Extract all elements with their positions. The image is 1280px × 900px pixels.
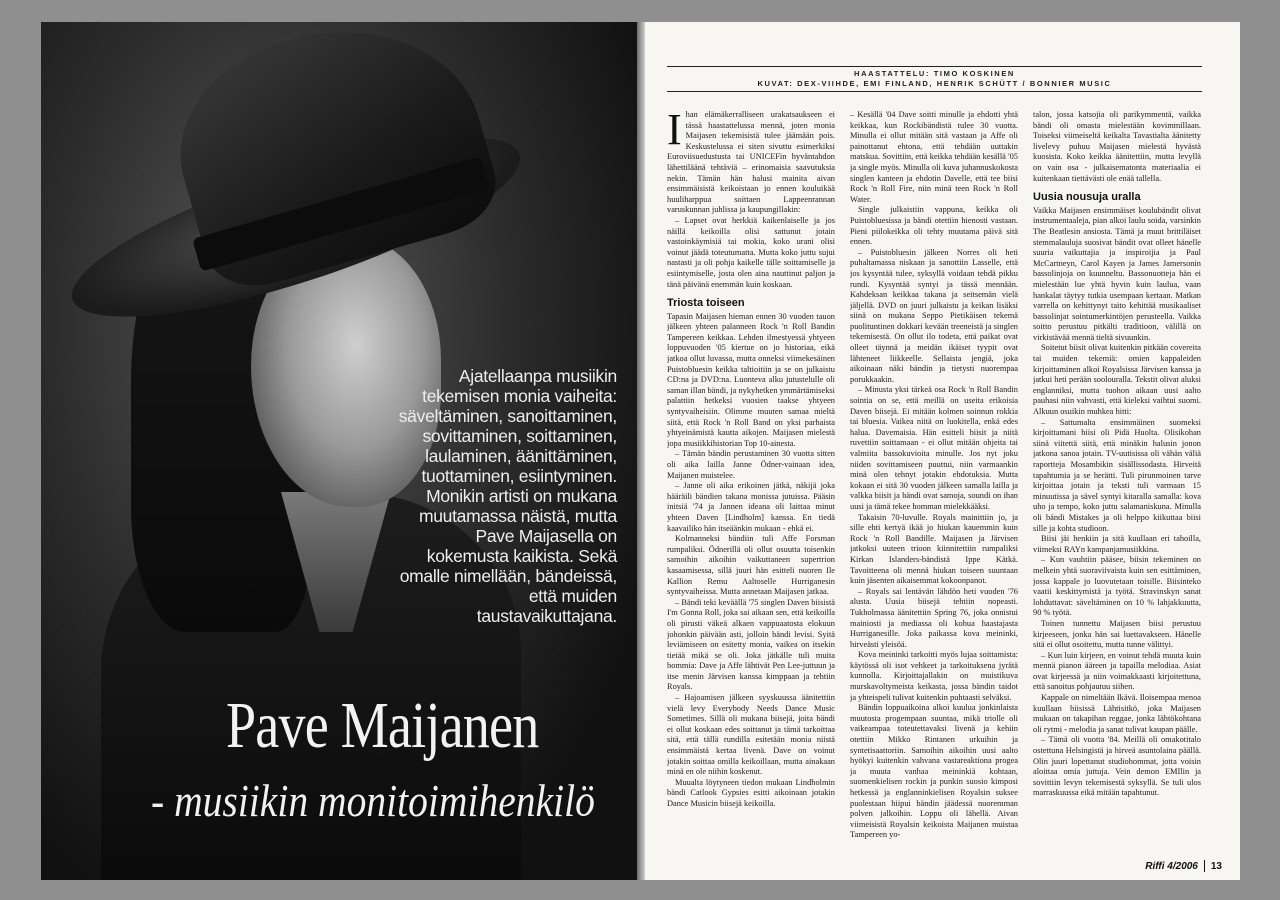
- credits-block: [667, 66, 1202, 92]
- page-number: 13: [1210, 860, 1222, 872]
- right-page-article: [645, 22, 1240, 880]
- article-column-1: [667, 110, 835, 870]
- paragraph: Soitetut biisit olivat kuitenkin pitkään covereita tai muiden tekemiä: omien kappaleiden kirjoittaminen alkoi Royalsissa Järvisen kanssa ja jatkui heti perään soolouralla. Tekstit olivat aluksi englanniksi, mutta tuohon aikaan uusi aalto pauhasi niin vahvasti, että kieleksi vaihtui suomi. Alkuun osuikin muhkea hitti:: [1033, 343, 1201, 417]
- credits-photos: KUVAT: DEX-VIIHDE, EMI FINLAND, HENRIK SCHÜTT / BONNIER MUSIC: [757, 79, 1112, 88]
- quote-line: omalle nimellään, bändeissä,: [399, 566, 617, 586]
- article-subtitle: - musiikin monitoimihenkilö: [151, 775, 595, 826]
- paragraph: Vaikka Maijasen ensimmäiset koulubändit olivat instrumentaaleja, pian alkoi laulu soida, varsinkin The Beatlesin ansiosta. Tämä ja muut brittiläiset stemmalauluja suosivat bändit ovat olleet hänelle suuria vaikuttajia ja inspiroijia ja Paul McCartneyn, Carol Kayen ja James Jamersonin bassolinjoja on kuunneltu. Bassonuotteja hän ei mielestään lue yhtä hyvin kuin laulua, vaan hankalat täytyy tutkia usempaan kertaan. Matkan varrella on kehittynyt taito kehittää musikaaliset bassolinjat sointumerkintöjen perusteella. Vaikka soitto perustuu pitkälti traditioon, välillä on virkistävää mennä tieltä sivuunkin.: [1033, 205, 1201, 342]
- paragraph: – Bändi teki keväällä '75 singlen Daven biisistä I'm Gonna Roll, joka sai aikaan sen, että keikoilla oli pirusti väkeä alkaen vappuaatosta elokuun johonkin päivään asti, jolloin bändi levisi. Syitä leviämiseen on esitetty monia, vaikea on itsekin tietää mikä se oli. Joka jätkälle tuli muita hommia: Dave ja Affe lähtivät Pen Lee-juttuun ja itse menin Järvisen kanssa kimppaan ja tehtiin Royals.: [667, 597, 835, 692]
- page-footer: [1145, 860, 1222, 872]
- paragraph: – Kun luin kirjeen, en voinut tehdä muuta kuin mennä pianon ääreen ja tapailla melodiaa. Asiat ovat kirjeessä ja niin voimakkaasti kirjoitettuna, että sanoitus pohjautuu siihen.: [1033, 650, 1201, 692]
- quote-line: tuottaminen, esiintyminen.: [421, 466, 617, 486]
- quote-line: että muiden: [528, 586, 617, 606]
- paragraph: talon, jossa katsojia oli parikymmentä, vaikka bändi oli omasta mielestään kovimmillaan. Toiseksi viimeiseltä keikalta Tavastialta äänitetty livelevy puhuu Maijasen mielestä hyvästä kuosista. Koko keikka äänitettiin, mutta levyllä on vain osa - julkaisematonta materiaalia ei kuitenkaan tiettävästi ole enää tallella.: [1033, 110, 1201, 183]
- quote-line: Ajatellaanpa musiikin: [458, 366, 617, 386]
- quote-line: Monikin artisti on mukana: [426, 486, 617, 506]
- paragraph: Kova meininki tarkoitti myös lujaa soittamista: käytössä oli isot vehkeet ja tarkoituksena jyrätä kunnolla. Kirjoittajallakin on muistikuva murskavoltymeista keikasta, jossa bändin taidot ja yhteispeli tulivat kuitenkin puhtaasti selväksi.: [850, 650, 1018, 702]
- drop-cap: I: [667, 110, 682, 154]
- quote-line: muutamassa näistä, mutta: [418, 506, 617, 526]
- paragraph: – Sattumalta ensimmäinen suomeksi kirjoittamani biisi oli Pidä Huolta. Olisikohan siinä viitettä siitä, että minäkin halusin jonon jatkona sanoa jotain. TV-uutisissa oli vähän väliä raportteja Mosambikin sisällissodasta. Hirveitä tapahtumia ja se herätti. Tuli pirunmoinen tarve kirjoittaa jotain ja teksti tuli varmaan 15 minuutissa ja sävel syntyi kitaralla samalla: kova uho ja tempo, koko juttu salamaniskuna. Minulla oli bändi Mistakes ja oli helppo kiikuttaa biisi sille ja kohta studioon.: [1033, 417, 1201, 533]
- paragraph: – Tämä oli vuotta '84. Meillä oli omakotitalo ostettuna Helsingistä ja hirveä asuntolaina päällä. Olin juuri lopettanut studiohommat, jotta voisin aloittaa omia juttuja. Vein demon EMIlin ja sovittiin levyn tekemisestä syksyllä. Se tuli ulos marraskuussa eikä mitään tapahtunut.: [1033, 735, 1201, 798]
- paragraph: Biisi jäi henkiin ja sitä kuullaan eri tahoilla, viimeksi RAYn kampanjamusiikkina.: [1033, 534, 1201, 554]
- paragraph: Takaisin 70-luvulle. Royals mainittiin jo, ja sille ehti kertyä ikää jo hiukan kauemmin kuin Rock 'n Roll Bandille. Maijasen ja Järvisen jatkoksi uuteen trioon kiinnitettiin rumpaliksi Kirkan Islanders-bändistä Ippe Kätkä. Tavoitteena oli mennä hiukan toiseen suuntaan kuin jäsenten aikaisemmat kokoonpanot.: [850, 512, 1018, 586]
- quote-line: kokemusta kaikista. Sekä: [426, 546, 617, 566]
- left-page-photo-spread: [41, 22, 637, 880]
- footer-divider: [1204, 860, 1205, 872]
- paragraph: – Puistobluesin jälkeen Norres oli heti puhaltamassa niskaan ja sanottiin Lasselle, että jos kysyntää tulee, syksyllä voidaan tehdä pikku rundi. Kysyntää syntyi ja tässä mennään. Kahdeksan keikkaa takana ja seitsemän vielä jäljellä. DVD on juuri julkaistu ja keikan lisäksi siinä on mukana Seppo Pietikäisen tekemä puolituntinen dokkari kevään treeneistä ja singlen tekemisestä. On ollut ilo todeta, että paikat ovat olleet täynnä ja meidän ikäiset tyypit ovat lähteneet liikkeelle. Sellaista jengiä, joka aikoinaan näki bändin ja tietysti nuorempaa porukkaakin.: [850, 247, 1018, 384]
- quote-line: Pave Maijasella on: [475, 526, 617, 546]
- paragraph: – Tämän bändin perustaminen 30 vuotta sitten oli aika lailla Janne Ödner-vainaan idea, Maijanen muistelee.: [667, 449, 835, 480]
- paragraph: – Kun vauhtiin pääsee, biisin tekeminen on melkein yhtä suoraviivaista kuin sen esittäminen, jossa kappale jo luovutetaan toisille. Biisinteko vaatii keskittymistä ja työtä. Stravinskyn sanat lohduttavat: säveltäminen on 10 % lahjakkuutta, 90 % työtä.: [1033, 555, 1201, 618]
- paragraph: – Kesällä '04 Dave soitti minulle ja ehdotti yhtä keikkaa, kun Rockibändistä tulee 30 vuotta. Minulla ei ollut mitään sitä vastaan ja Affe oli painottanut ehtona, että tehdään uuttakin matskua. Sovittiin, että keikka tehdään kesällä '05 ja single myös. Minulla oli kuva juhannuskokosta singlen kanteen ja ehdotin Davelle, että tee biisi Rock 'n Roll Fire, niin minä teen Rock 'n Roll Water.: [850, 110, 1018, 204]
- paragraph: Bändin loppuaikoina alkoi kuulua jonkinlaista muutosta progempaan suuntaa, mikä triolle oli vaikeampaa toteutettavaksi livenä ja kehiin otettiin Mikko Rintanen urkuihin ja syntetisaattoriin. Samoihin aikoihin uusi aalto hyökyi kuitenkin vahvana vastareaktiona progea ja muuta vanhaa meininkiä kohtaan, suomenkielisen rockin ja punkin suosio kimposi hetkessä ja englanninkielisen Royalsin suksee puolestaan hiipui bändin jäädessä nuoremman polven jalkoihin. Loppu oli lähellä. Aivan viimeisistä Royalsin keikoista Maijanen muistaa Tampereen yo-: [850, 703, 1018, 840]
- page-gutter: [637, 22, 645, 880]
- magazine-issue: Riffi 4/2006: [1145, 860, 1198, 872]
- section-heading: Triosta toiseen: [667, 297, 745, 310]
- article-title: Pave Maijanen: [226, 689, 539, 762]
- paragraph: Single julkaistiin vappuna, keikka oli Puistobluesissa ja bändi otettiin hienosti vastaan. Pieni piilokeikka oli tehty muutama päivä sitä ennen.: [850, 205, 1018, 247]
- pull-quote: [291, 366, 617, 626]
- quote-line: laulaminen, äänittäminen,: [425, 446, 617, 466]
- article-column-3: [1033, 110, 1201, 870]
- quote-line: säveltäminen, sanoittaminen,: [398, 406, 617, 426]
- quote-line: sovittaminen, soittaminen,: [422, 426, 617, 446]
- paragraph: – Janne oli aika erikoinen jätkä, näkijä joka hääräili bändien takana monissa jutuissa. Pääsin initsiä '74 ja Jannen ideana oli laittaa minut yhteen Daven [Lindholm] kanssa. En tiedä kaavailiko hän itseäänkin mukaan - ehkä ei.: [667, 481, 835, 533]
- paragraph: Kolmanneksi bändiin tuli Affe Forsman rumpaliksi. Ödnerillä oli ollut osuutta toisenkin samoihin aikoihin vaikuttaneen supertrion kasaamisessa, sillä juuri hän esitteli nuoren Ile Kallion Remu Aaltoselle Hurriganesin syntyvaiheissa. Mutta annetaan Maijasen jatkaa.: [667, 534, 835, 597]
- paragraph: Muualta löytyneen tiedon mukaan Lindholmin bändi Catlook Gypsies esitti aikoinaan jotakin Dance Musicin biisejä keikoilla.: [667, 777, 835, 808]
- paragraph: – Lapset ovat herkkiä kaikenlaiselle ja jos näillä keikoilla olisi sattunut jotain vastoinkäymisiä tai mokia, koko urani olisi voinut jäädä toteutumatta. Mutta koko juttu sujui nastasti ja oli pohja kaikelle tälle soittamiselle ja esiintymiselle, josta olen aina nauttinut paljon ja tänä päivänä enemmän kuin koskaan.: [667, 215, 835, 289]
- paragraph: Tapasin Maijasen hieman ennen 30 vuoden tauon jälkeen yhteen palanneen Rock 'n Roll Bandin Tampereen keikkaa. Lehden ilmestyessä yhtyeen loppuvuoden '05 kiertue on jo historiaa, eikä jatkoa ollut luvassa, mutta onneksi viimekesäinen Puistobluesin keikka taltioitiin ja se on julkaistu CD:na ja DVD:na. Luonteva alku jutustelulle oli saman illan bändi, ja nykyhetken ymmärtämiseksi palattiin hetkeksi vuosien taakse yhtyeen syntyvaiheisiin. Olimme muuten samaa mieltä siitä, että Rock 'n Roll Band on yksi parhaista yhtyeinämistä kautta aikojen. Maijasen mielestä jopa musiikkihistorian Top 10-ainesta.: [667, 311, 835, 448]
- paragraph: – Royals sai lentävän lähdön heti vuoden '76 alusta. Uusia biisejä tehtiin nopeasti. Tukholmassa äänitettiin Spring 76, joka onnistui mainiosti ja mediassa oli kohua haastajasta Hurriganesille. Joka paikassa kova meininki, hirveästi yleisöä.: [850, 586, 1018, 649]
- paragraph: Kappale on nimeltään Ikävä. Iloisempaa menoa kuullaan biisissä Lähtisitkö, joka Maijasen mukaan on takapihan reggae, jonka lähtökohtana oli rytmi - melodia ja sanat tulivat kaupan päälle.: [1033, 693, 1201, 734]
- paragraph: – Minusta yksi tärkeä osa Rock 'n Roll Bandin sointia on se, että meillä on useita erikoisia Daven biisejä. Ei mitään kolmen soinnun rokkia tai bluesia. Vaikea niitä on luokitella, enkä edes halua. Davemaisia. Hän esitteli biisit ja niitä ruvettiin soittamaan - ei ollut mitään ohjeita tai valmiita bassokuvioita minulle. Jos nyt joku niiden sovittamiseen puuttui, niin varmaankin minä olen tehnyt jotakin ehdotuksia. Mutta kokaan ei sitä 30 vuoden jälkeen samalla lailla ja valkka biisit ja bändi ovat samoja, soundi on ihan uusi ja tämä tekee homman mielekkääksi.: [850, 385, 1018, 511]
- paragraph: Toinen tunnettu Maijasen biisi perustuu kirjeeseen, jonka hän sai luettavakseen. Hänelle sitä ei ollut osoitettu, mutta tunne välittyi.: [1033, 618, 1201, 650]
- intro-text: han elämäkerralliseen urakatsaukseen ei tässä haastattelussa mennä, joten monia Maijasen tekemisistä tulee jäämään pois. Keskustelussa ei siten sivuttu esimerkiksi Euroviisuedustusta tai UNICEFin hyväntahdon lähettiläänä tehtäviä – erinomaisia saavutuksia nekin. Tämän hän halusi mainita aivan ensimmäisistä keikoistaan jo ennen kouluikää huuliharppua soittaen Lappeenrannan varuskunnan juhlissa ja kaupungillakin:: [667, 110, 835, 215]
- paragraph: – Hajoamisen jälkeen syyskuussa äänitettiin vielä levy Everybody Needs Dance Music Sometimes. Sillä oli mukana biisejä, joita bändi ei ollut koskaan edes soittanut ja tämä tarkoittaa sitä, että tällä rundilla esitetään monia niistä ensimmäistä kertaa livenä. Dave on voinut jotakin soittaa omilla keikoillaan, mutta ainakaan minä en ole niihin koskenut.: [667, 693, 835, 777]
- quote-line: taustavaikuttajana.: [476, 606, 617, 626]
- section-heading: Uusia nousuja uralla: [1033, 191, 1141, 204]
- quote-line: tekemisen monia vaiheita:: [422, 386, 617, 406]
- credits-interview: HAASTATTELU: TIMO KOSKINEN: [854, 69, 1015, 78]
- intro-paragraph: [667, 110, 835, 216]
- article-column-2: [850, 110, 1018, 870]
